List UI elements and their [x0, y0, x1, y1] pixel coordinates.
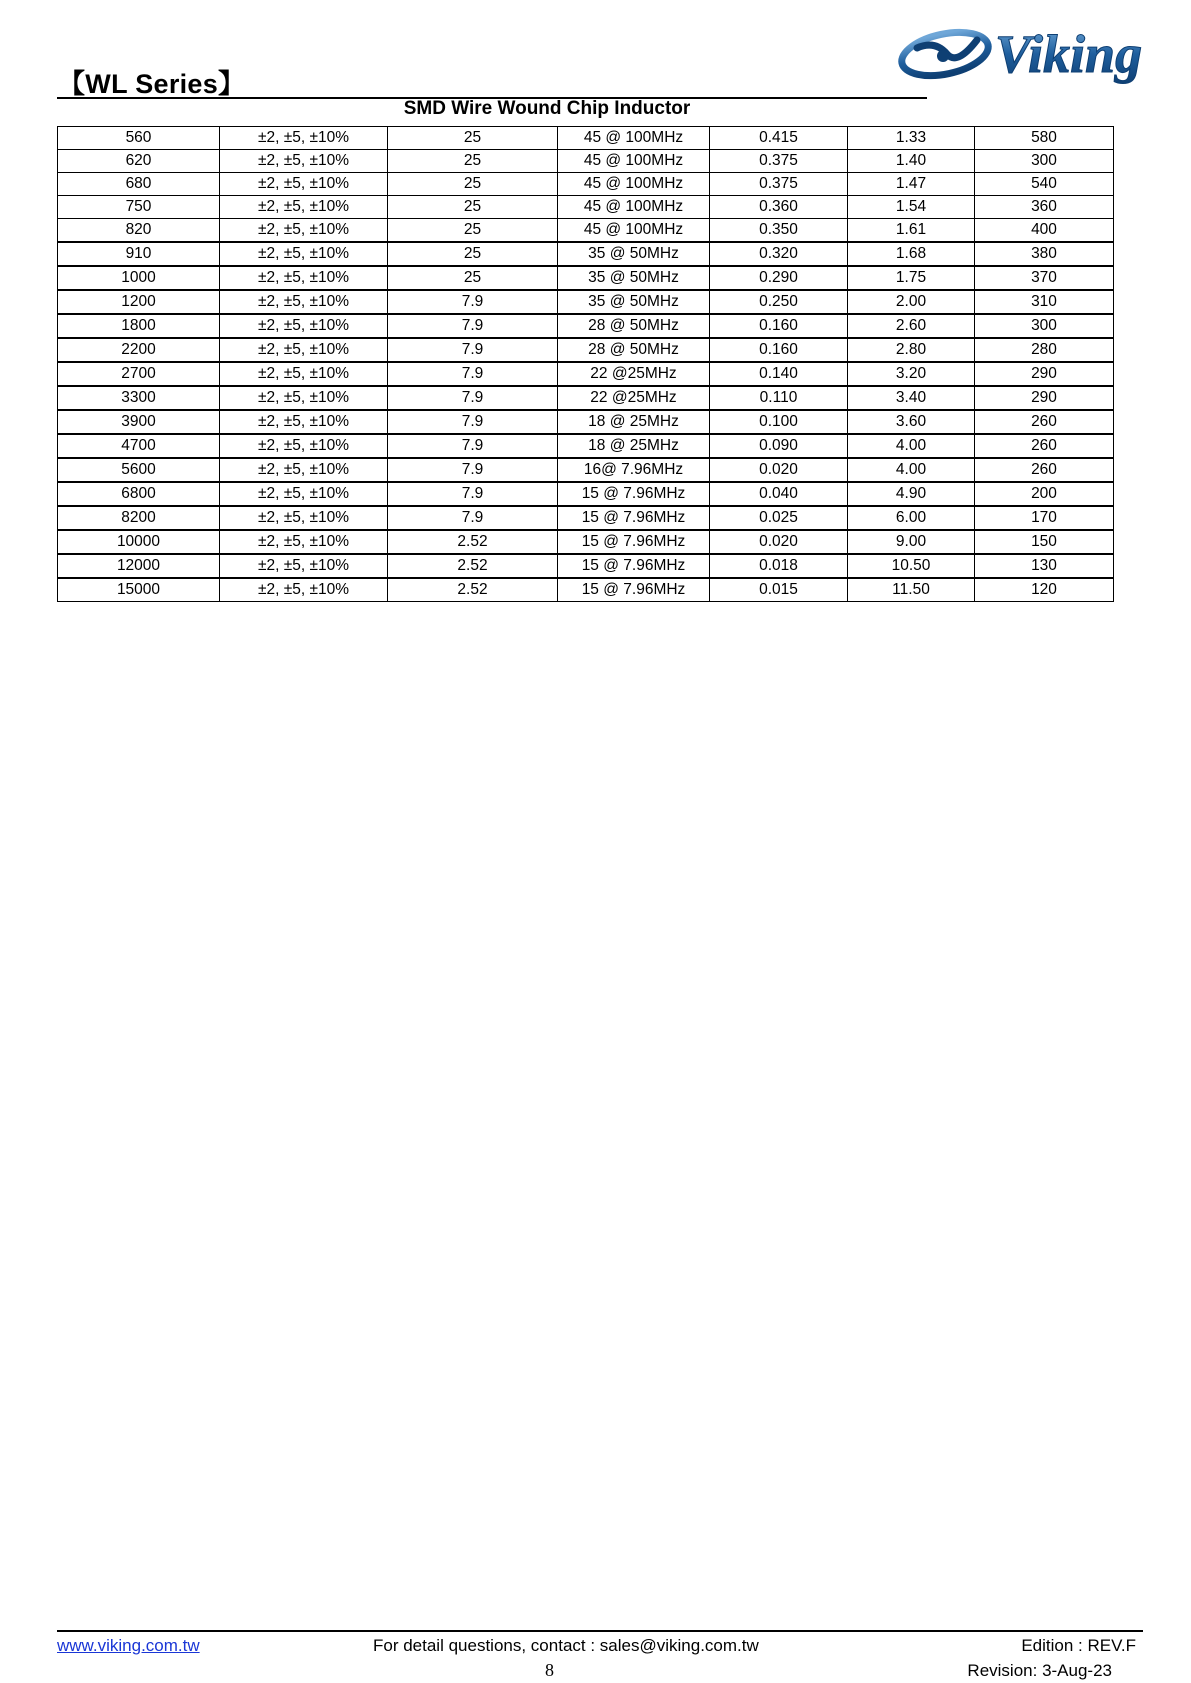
table-cell: ±2, ±5, ±10%: [220, 362, 388, 386]
table-cell: 25: [388, 150, 558, 173]
table-cell: ±2, ±5, ±10%: [220, 482, 388, 506]
table-row: [58, 506, 1114, 530]
website-link[interactable]: www.viking.com.tw: [57, 1636, 200, 1655]
table-cell: 4.90: [848, 482, 975, 506]
table-cell: 130: [975, 554, 1114, 578]
table-cell: 6.00: [848, 506, 975, 530]
table-cell: 35 @ 50MHz: [558, 290, 710, 314]
table-cell: 260: [975, 458, 1114, 482]
table-cell: 18 @ 25MHz: [558, 434, 710, 458]
table-cell: 0.025: [710, 506, 848, 530]
page-number: 8: [545, 1660, 554, 1680]
table-cell: 7.9: [388, 290, 558, 314]
table-cell: 7.9: [388, 386, 558, 410]
table-cell: 7.9: [388, 314, 558, 338]
table-cell: 7.9: [388, 362, 558, 386]
table-cell: 2700: [58, 362, 220, 386]
table-cell: 15 @ 7.96MHz: [558, 506, 710, 530]
table-cell: 400: [975, 219, 1114, 243]
table-cell: 3900: [58, 410, 220, 434]
table-cell: 0.100: [710, 410, 848, 434]
table-cell: 22 @25MHz: [558, 362, 710, 386]
table-cell: 7.9: [388, 434, 558, 458]
table-cell: 1800: [58, 314, 220, 338]
table-cell: ±2, ±5, ±10%: [220, 219, 388, 243]
table-cell: 910: [58, 242, 220, 266]
table-cell: 25: [388, 242, 558, 266]
table-cell: ±2, ±5, ±10%: [220, 127, 388, 150]
edition-text: Edition : REV.F: [1021, 1636, 1136, 1655]
table-cell: 0.360: [710, 196, 848, 219]
table-cell: 10.50: [848, 554, 975, 578]
table-cell: ±2, ±5, ±10%: [220, 290, 388, 314]
table-cell: 380: [975, 242, 1114, 266]
table-cell: ±2, ±5, ±10%: [220, 242, 388, 266]
table-cell: 580: [975, 127, 1114, 150]
table-cell: ±2, ±5, ±10%: [220, 386, 388, 410]
table-cell: 2.52: [388, 530, 558, 554]
table-cell: 370: [975, 266, 1114, 290]
table-cell: 22 @25MHz: [558, 386, 710, 410]
table-cell: 280: [975, 338, 1114, 362]
contact-text: For detail questions, contact : sales@viking.com.tw: [373, 1636, 759, 1655]
revision-text: Revision: 3-Aug-23: [967, 1661, 1112, 1680]
table-row: [58, 362, 1114, 386]
table-cell: 3.40: [848, 386, 975, 410]
table-cell: ±2, ±5, ±10%: [220, 338, 388, 362]
eye-emblem-icon: [898, 25, 992, 82]
table-row: [58, 554, 1114, 578]
table-cell: 1.54: [848, 196, 975, 219]
viking-logo: [895, 18, 1185, 90]
table-cell: 2.00: [848, 290, 975, 314]
table-cell: 820: [58, 219, 220, 243]
document-title-text: SMD Wire Wound Chip Inductor: [403, 98, 691, 119]
table-cell: 2.52: [388, 578, 558, 602]
table-cell: 0.090: [710, 434, 848, 458]
table-cell: 7.9: [388, 338, 558, 362]
table-cell: 10000: [58, 530, 220, 554]
table-cell: 300: [975, 314, 1114, 338]
table-cell: 560: [58, 127, 220, 150]
inductor-spec-table: [57, 126, 1114, 602]
table-row: [58, 386, 1114, 410]
table-cell: 6800: [58, 482, 220, 506]
table-row: [58, 127, 1114, 150]
table-cell: 45 @ 100MHz: [558, 173, 710, 196]
table-cell: 7.9: [388, 458, 558, 482]
table-cell: 28 @ 50MHz: [558, 338, 710, 362]
table-cell: 540: [975, 173, 1114, 196]
table-cell: 1200: [58, 290, 220, 314]
table-cell: 7.9: [388, 506, 558, 530]
table-cell: 25: [388, 196, 558, 219]
table-cell: 0.290: [710, 266, 848, 290]
table-cell: 150: [975, 530, 1114, 554]
table-cell: 15 @ 7.96MHz: [558, 578, 710, 602]
table-cell: 15 @ 7.96MHz: [558, 530, 710, 554]
table-row: [58, 314, 1114, 338]
table-cell: 0.350: [710, 219, 848, 243]
table-cell: 25: [388, 173, 558, 196]
table-cell: 0.110: [710, 386, 848, 410]
table-cell: 0.320: [710, 242, 848, 266]
table-row: [58, 290, 1114, 314]
table-cell: ±2, ±5, ±10%: [220, 314, 388, 338]
table-cell: 2.60: [848, 314, 975, 338]
table-cell: 15000: [58, 578, 220, 602]
table-cell: 3.60: [848, 410, 975, 434]
table-cell: 680: [58, 173, 220, 196]
table-cell: 360: [975, 196, 1114, 219]
table-cell: 0.040: [710, 482, 848, 506]
table-cell: ±2, ±5, ±10%: [220, 150, 388, 173]
table-row: [58, 196, 1114, 219]
table-cell: ±2, ±5, ±10%: [220, 554, 388, 578]
table-row: [58, 530, 1114, 554]
table-cell: 25: [388, 219, 558, 243]
table-cell: 0.160: [710, 314, 848, 338]
table-cell: 45 @ 100MHz: [558, 219, 710, 243]
table-cell: 1.33: [848, 127, 975, 150]
table-cell: 8200: [58, 506, 220, 530]
table-cell: 35 @ 50MHz: [558, 242, 710, 266]
table-cell: 1.61: [848, 219, 975, 243]
table-cell: 3300: [58, 386, 220, 410]
table-cell: 0.140: [710, 362, 848, 386]
table-cell: 45 @ 100MHz: [558, 150, 710, 173]
table-cell: 12000: [58, 554, 220, 578]
table-cell: 11.50: [848, 578, 975, 602]
table-cell: 750: [58, 196, 220, 219]
table-row: [58, 150, 1114, 173]
table-cell: 15 @ 7.96MHz: [558, 482, 710, 506]
document-title: [57, 98, 1147, 120]
table-cell: 7.9: [388, 482, 558, 506]
table-cell: 4.00: [848, 434, 975, 458]
table-cell: 2.52: [388, 554, 558, 578]
table-cell: 200: [975, 482, 1114, 506]
table-cell: ±2, ±5, ±10%: [220, 530, 388, 554]
table-cell: ±2, ±5, ±10%: [220, 434, 388, 458]
table-cell: 7.9: [388, 410, 558, 434]
table-cell: 290: [975, 386, 1114, 410]
table-cell: 0.020: [710, 530, 848, 554]
table-cell: 15 @ 7.96MHz: [558, 554, 710, 578]
table-cell: 290: [975, 362, 1114, 386]
table-cell: 1.75: [848, 266, 975, 290]
table-cell: ±2, ±5, ±10%: [220, 196, 388, 219]
table-cell: 620: [58, 150, 220, 173]
table-cell: 120: [975, 578, 1114, 602]
table-row: [58, 338, 1114, 362]
table-cell: 170: [975, 506, 1114, 530]
table-cell: 1000: [58, 266, 220, 290]
table-cell: 0.375: [710, 173, 848, 196]
table-row: [58, 578, 1114, 602]
table-row: [58, 434, 1114, 458]
table-row: [58, 482, 1114, 506]
table-cell: 25: [388, 266, 558, 290]
table-cell: 16@ 7.96MHz: [558, 458, 710, 482]
table-row: [58, 173, 1114, 196]
table-cell: 25: [388, 127, 558, 150]
logo-wordmark: Viking: [995, 24, 1143, 84]
table-cell: 0.020: [710, 458, 848, 482]
series-title: 【WL Series】: [58, 69, 246, 99]
table-row: [58, 458, 1114, 482]
table-cell: 9.00: [848, 530, 975, 554]
table-cell: 0.160: [710, 338, 848, 362]
table-cell: 18 @ 25MHz: [558, 410, 710, 434]
table-row: [58, 219, 1114, 243]
table-row: [58, 242, 1114, 266]
table-cell: 1.68: [848, 242, 975, 266]
table-cell: 5600: [58, 458, 220, 482]
table-cell: 28 @ 50MHz: [558, 314, 710, 338]
table-cell: 35 @ 50MHz: [558, 266, 710, 290]
table-cell: 260: [975, 410, 1114, 434]
table-cell: ±2, ±5, ±10%: [220, 266, 388, 290]
table-cell: 2.80: [848, 338, 975, 362]
table-cell: 4.00: [848, 458, 975, 482]
table-cell: ±2, ±5, ±10%: [220, 578, 388, 602]
table-cell: 1.47: [848, 173, 975, 196]
table-cell: 0.015: [710, 578, 848, 602]
table-cell: 310: [975, 290, 1114, 314]
table-cell: 0.018: [710, 554, 848, 578]
table-row: [58, 410, 1114, 434]
table-row: [58, 266, 1114, 290]
table-cell: ±2, ±5, ±10%: [220, 173, 388, 196]
table-cell: ±2, ±5, ±10%: [220, 506, 388, 530]
table-cell: 0.415: [710, 127, 848, 150]
table-cell: 4700: [58, 434, 220, 458]
table-cell: 0.250: [710, 290, 848, 314]
table-cell: ±2, ±5, ±10%: [220, 458, 388, 482]
table-cell: 3.20: [848, 362, 975, 386]
table-cell: 1.40: [848, 150, 975, 173]
table-cell: 45 @ 100MHz: [558, 196, 710, 219]
table-cell: 300: [975, 150, 1114, 173]
footer-rule: [57, 1630, 1143, 1632]
table-cell: 2200: [58, 338, 220, 362]
table-cell: 45 @ 100MHz: [558, 127, 710, 150]
table-cell: ±2, ±5, ±10%: [220, 410, 388, 434]
table-cell: 0.375: [710, 150, 848, 173]
table-cell: 260: [975, 434, 1114, 458]
